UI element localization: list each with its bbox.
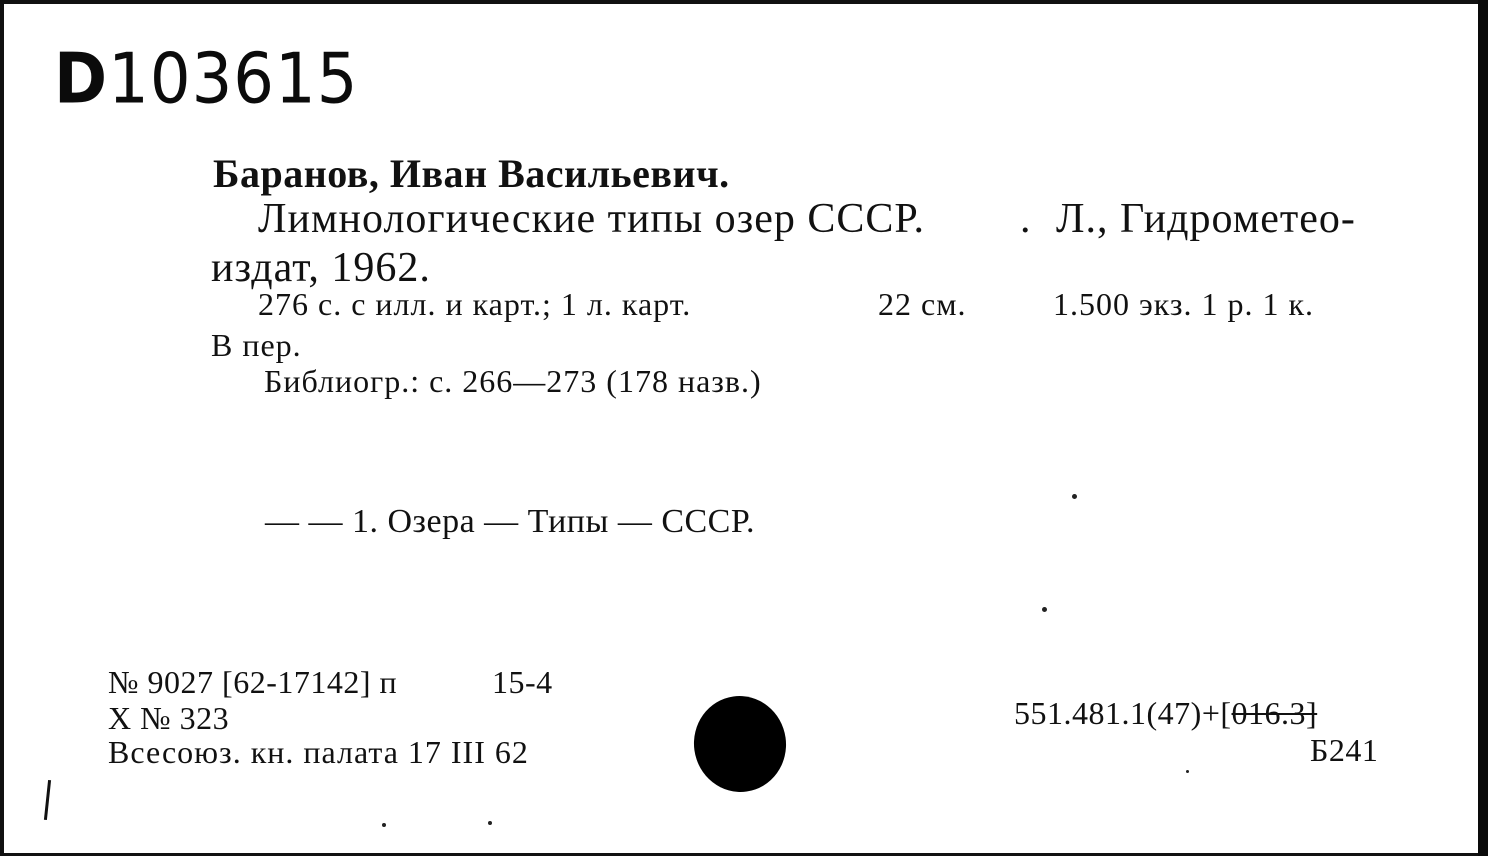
card-edge: [1478, 0, 1488, 856]
book-title: Лимнологические типы озер СССР.: [258, 196, 926, 242]
registration-part: 15-4: [492, 664, 553, 700]
author-heading: Баранов, Иван Васильевич.: [213, 151, 730, 196]
udc-classification: [1014, 695, 1317, 732]
udc-main: 551.481.1(47)+[: [1014, 695, 1232, 731]
book-chamber-date: Всесоюз. кн. палата 17 III 62: [108, 734, 529, 770]
bibliography-note: Библиогр.: с. 266—273 (178 назв.): [264, 363, 762, 399]
registration-number: № 9027 [62-17142] п: [108, 664, 398, 700]
inventory-number-digits: 103615: [108, 40, 359, 120]
speck: [1072, 494, 1077, 499]
publisher-end: издат, 1962.: [211, 245, 431, 291]
book-size: 22 см.: [878, 286, 967, 322]
speck: [1186, 770, 1189, 773]
title-line: [258, 195, 1356, 243]
physical-description: 276 с. с илл. и карт.; 1 л. карт.: [258, 286, 692, 322]
title-separator: .: [1020, 196, 1032, 242]
registration-line: [108, 664, 553, 701]
inventory-number: [54, 40, 358, 126]
speck: [1042, 607, 1047, 612]
physical-description-line: [258, 286, 1315, 323]
speck: [382, 823, 386, 827]
x-number: X № 323: [108, 700, 230, 736]
shelf-code: Б241: [1310, 732, 1379, 768]
subject-heading: — — 1. Озера — Типы — СССР.: [265, 503, 756, 540]
copies-price: 1.500 экз. 1 р. 1 к.: [1053, 286, 1315, 322]
udc-struck-out: 016.3]: [1231, 695, 1318, 731]
publisher-start: Л., Гидрометео-: [1056, 196, 1356, 242]
speck: [488, 821, 492, 825]
inventory-number-prefix: D: [54, 40, 109, 120]
binding-note: В пер.: [211, 327, 302, 363]
